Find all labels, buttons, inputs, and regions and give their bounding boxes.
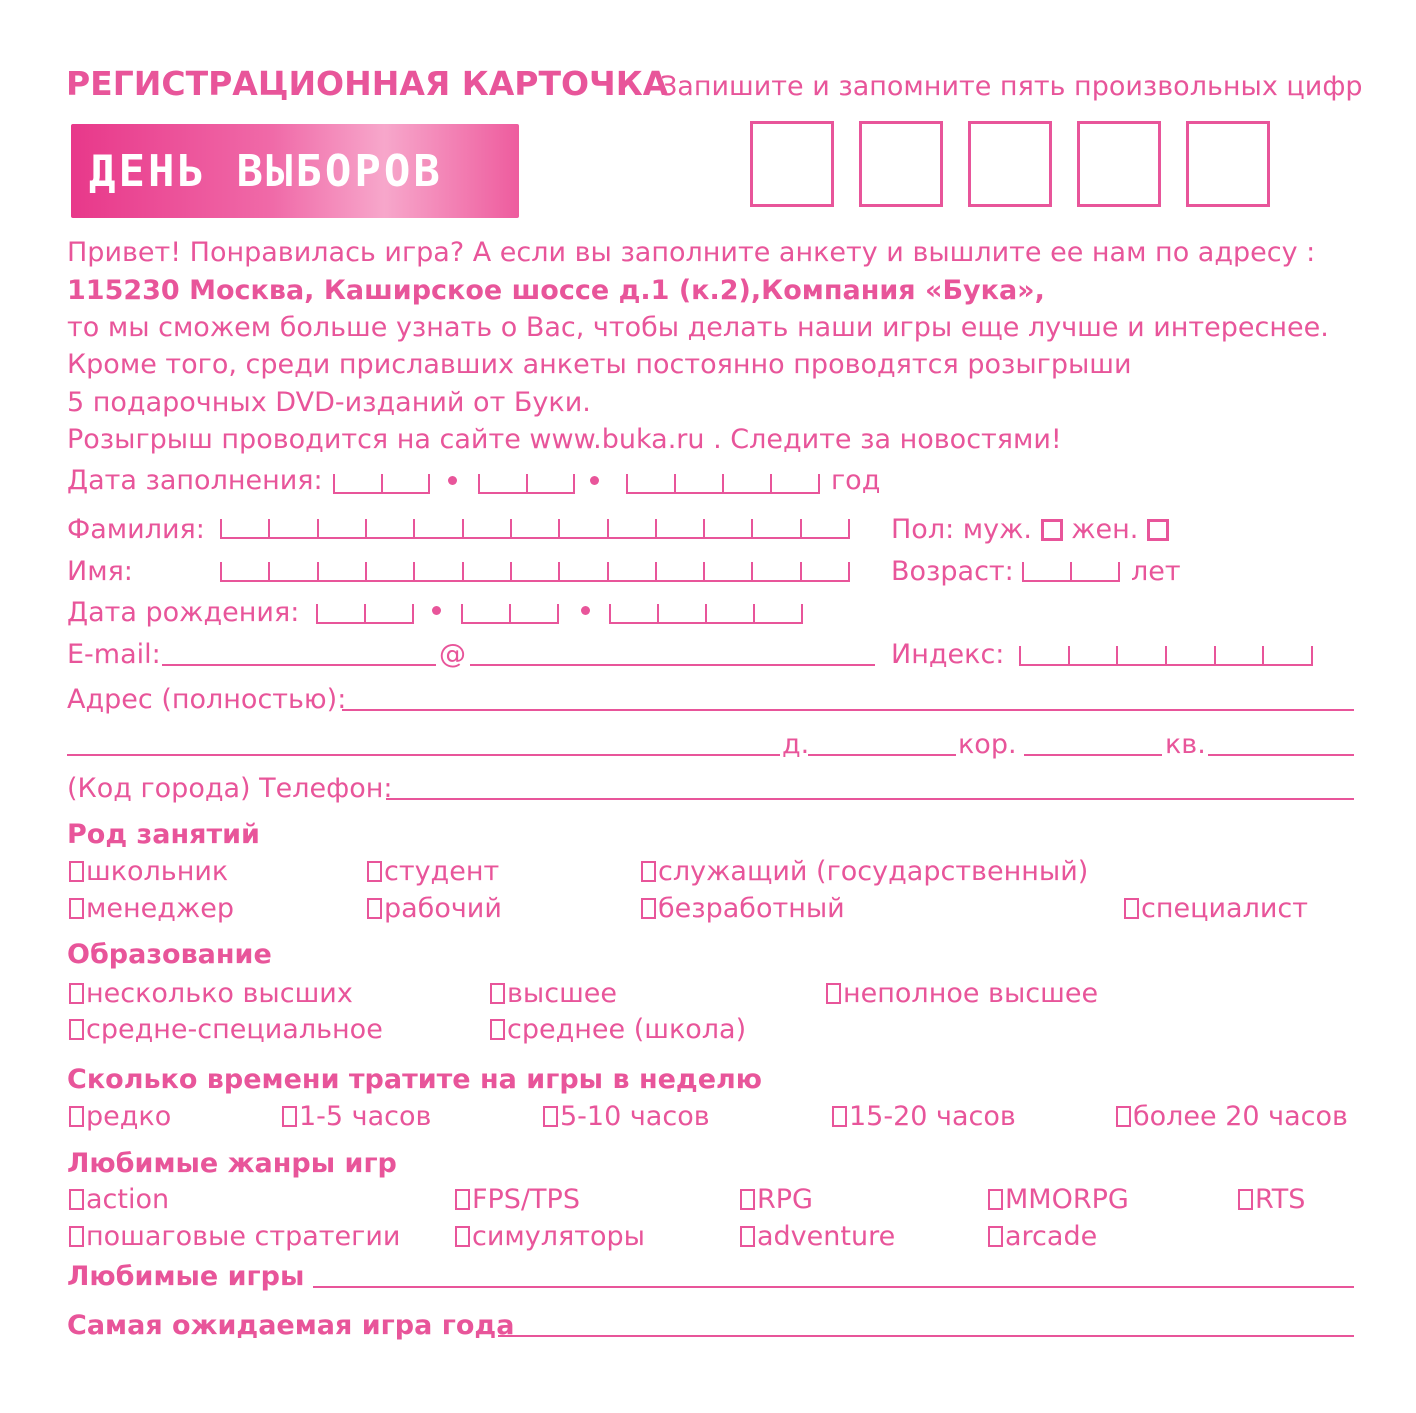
birth-date-label: Дата рождения: (67, 597, 300, 628)
separator-dot (590, 476, 599, 485)
digit-box-4[interactable] (1077, 121, 1161, 207)
checkbox[interactable] (1238, 1189, 1253, 1210)
surname-label: Фамилия: (67, 514, 205, 545)
occupation-option[interactable]: менеджер (69, 892, 234, 926)
game-time-option[interactable]: 5-10 часов (543, 1100, 710, 1134)
checkbox[interactable] (455, 1189, 470, 1210)
intro-line-3: то мы сможем больше узнать о Вас, чтобы делать наши игры еще лучше и интереснее. (67, 312, 1329, 343)
checkbox[interactable] (69, 1189, 84, 1210)
checkbox[interactable] (543, 1106, 558, 1127)
checkbox[interactable] (69, 1226, 84, 1247)
age-label: Возраст: (891, 556, 1014, 587)
intro-line-5: 5 подарочных DVD-изданий от Буки. (67, 387, 591, 418)
birth-date-month[interactable] (461, 604, 559, 624)
genre-option[interactable]: adventure (740, 1220, 895, 1254)
checkbox[interactable] (69, 898, 84, 919)
game-time-heading: Сколько времени тратите на игры в неделю (67, 1064, 763, 1095)
apartment-label: кв. (1165, 729, 1206, 760)
digit-box-5[interactable] (1186, 121, 1270, 207)
gender-female-label: жен. (1071, 514, 1139, 545)
separator-dot (448, 476, 457, 485)
separator-dot (581, 606, 590, 615)
education-heading: Образование (67, 939, 272, 970)
name-label: Имя: (67, 556, 133, 587)
building-line[interactable] (1024, 754, 1162, 756)
game-time-option[interactable]: редко (69, 1100, 171, 1134)
genre-option[interactable]: action (69, 1183, 169, 1217)
gender-male-label: Пол: муж. (891, 514, 1033, 545)
address-label: Адрес (полностью): (67, 684, 347, 715)
checkbox[interactable] (988, 1189, 1003, 1210)
house-line[interactable] (808, 754, 956, 756)
fill-date-month[interactable] (478, 474, 575, 494)
checkbox[interactable] (69, 983, 84, 1004)
email-domain-line[interactable] (470, 664, 875, 666)
game-time-option[interactable]: 15-20 часов (832, 1100, 1016, 1134)
intro-line-6: Розыгрыш проводится на сайте www.buka.ru . Следите за новостями! (67, 424, 1062, 455)
email-label: E-mail: (67, 639, 161, 670)
checkbox[interactable] (367, 898, 382, 919)
house-label: д. (782, 729, 810, 760)
occupation-option[interactable]: специалист (1124, 892, 1308, 926)
years-label: лет (1131, 556, 1181, 587)
most-awaited-label: Самая ожидаемая игра года (67, 1310, 515, 1341)
intro-line-1: Привет! Понравилась игра? А если вы заполните анкету и вышлите ее нам по адресу : (67, 237, 1316, 268)
email-at: @ (439, 639, 466, 670)
checkbox[interactable] (69, 1019, 84, 1040)
genre-option[interactable]: RPG (740, 1183, 813, 1217)
occupation-option[interactable]: безработный (641, 892, 845, 926)
education-option[interactable]: среднее (школа) (490, 1013, 746, 1047)
checkbox[interactable] (490, 983, 505, 1004)
index-label: Индекс: (891, 639, 1005, 670)
checkbox[interactable] (826, 983, 841, 1004)
genre-option[interactable]: MMORPG (988, 1183, 1129, 1217)
intro-address: 115230 Москва, Каширское шоссе д.1 (к.2),Компания «Бука», (67, 275, 1045, 306)
game-time-option[interactable]: более 20 часов (1116, 1100, 1348, 1134)
index-field[interactable] (1019, 646, 1313, 666)
checkbox[interactable] (455, 1226, 470, 1247)
gender-label (891, 513, 1169, 547)
digit-box-3[interactable] (968, 121, 1052, 207)
occupation-option[interactable]: школьник (69, 855, 228, 889)
checkbox[interactable] (490, 1019, 505, 1040)
name-field[interactable] (220, 562, 850, 582)
genre-option[interactable]: arcade (988, 1220, 1097, 1254)
fill-date-year[interactable] (626, 474, 820, 494)
age-field[interactable] (1022, 562, 1120, 582)
birth-date-day[interactable] (316, 604, 414, 624)
banner (71, 124, 519, 218)
banner-text: ДЕНЬ ВЫБОРОВ (89, 146, 443, 197)
digit-box-2[interactable] (859, 121, 943, 207)
genre-option[interactable]: FPS/TPS (455, 1183, 580, 1217)
address-line-2[interactable] (67, 754, 780, 756)
card-title: РЕГИСТРАЦИОННАЯ КАРТОЧКА (66, 64, 669, 103)
checkbox[interactable] (69, 861, 84, 882)
education-option[interactable]: несколько высших (69, 977, 353, 1011)
favorite-games-line[interactable] (313, 1286, 1354, 1288)
genre-option[interactable]: пошаговые стратегии (69, 1220, 400, 1254)
genre-option[interactable]: симуляторы (455, 1220, 645, 1254)
building-label: кор. (958, 729, 1017, 760)
occupation-option[interactable]: служащий (государственный) (641, 855, 1088, 889)
gender-female-checkbox[interactable] (1147, 519, 1169, 541)
genres-heading: Любимые жанры игр (67, 1148, 397, 1179)
fill-date-day[interactable] (333, 474, 430, 494)
checkbox[interactable] (367, 861, 382, 882)
checkbox[interactable] (1116, 1106, 1131, 1127)
checkbox[interactable] (740, 1226, 755, 1247)
occupation-heading: Род занятий (67, 819, 260, 850)
game-time-option[interactable]: 1-5 часов (282, 1100, 431, 1134)
checkbox[interactable] (1124, 898, 1139, 919)
digit-box-1[interactable] (750, 121, 834, 207)
gender-male-checkbox[interactable] (1041, 519, 1063, 541)
address-line-1[interactable] (342, 709, 1354, 711)
email-user-line[interactable] (162, 664, 436, 666)
separator-dot (432, 606, 441, 615)
occupation-option[interactable]: студент (367, 855, 499, 889)
checkbox[interactable] (740, 1189, 755, 1210)
intro-line-4: Кроме того, среди приславших анкеты постоянно проводятся розыгрыши (67, 349, 1132, 380)
checkbox[interactable] (988, 1226, 1003, 1247)
phone-label: (Код города) Телефон: (67, 773, 393, 804)
birth-date-year[interactable] (609, 604, 803, 624)
surname-field[interactable] (220, 519, 850, 539)
phone-line[interactable] (386, 798, 1354, 800)
education-option[interactable]: средне-специальное (69, 1013, 383, 1047)
checkbox[interactable] (641, 861, 656, 882)
fill-date-label: Дата заполнения: (67, 465, 323, 496)
checkbox[interactable] (641, 898, 656, 919)
digits-instruction: Запишите и запомните пять произвольных цифр (660, 71, 1363, 102)
checkbox[interactable] (69, 1106, 84, 1127)
checkbox[interactable] (282, 1106, 297, 1127)
education-option[interactable]: высшее (490, 977, 617, 1011)
genre-option[interactable]: RTS (1238, 1183, 1305, 1217)
occupation-option[interactable]: рабочий (367, 892, 502, 926)
checkbox[interactable] (832, 1106, 847, 1127)
year-label: год (831, 465, 881, 496)
favorite-games-label: Любимые игры (67, 1261, 305, 1292)
education-option[interactable]: неполное высшее (826, 977, 1098, 1011)
most-awaited-line[interactable] (498, 1335, 1354, 1337)
apartment-line[interactable] (1208, 754, 1354, 756)
